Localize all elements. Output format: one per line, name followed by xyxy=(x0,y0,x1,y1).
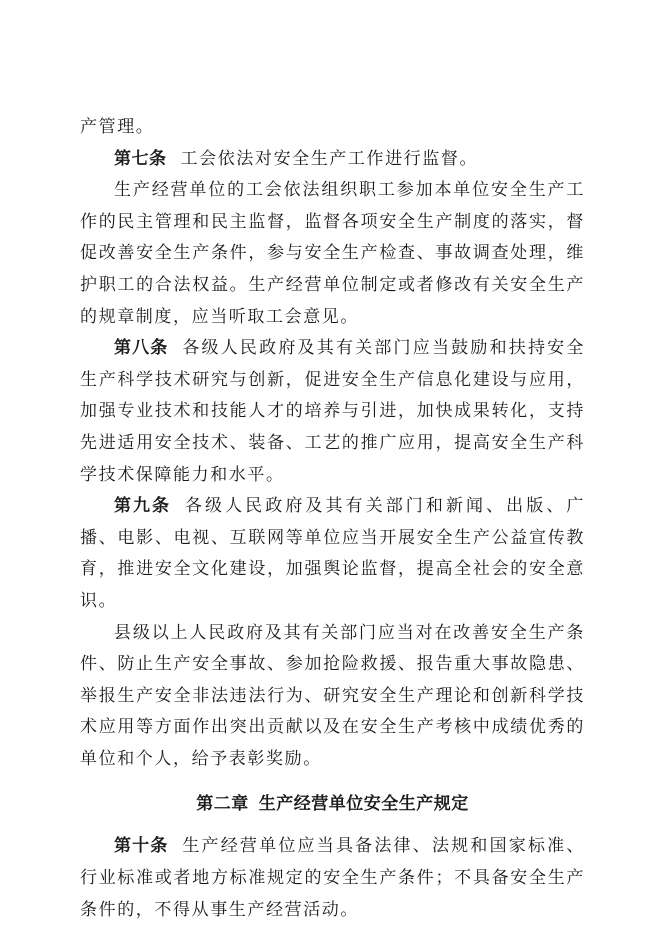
article-7-paragraph-2: 生产经营单位的工会依法组织职工参加本单位安全生产工作的民主管理和民主监督，监督各项安全生产制度的落实，督促改善安全生产条件，参与安全生产检查、事故调查处理，维护职工的合法权益。生产经营单位制定或者修改有关安全生产的规章制度，应当听取工会意见。 xyxy=(80,180,585,327)
article-7-text: 工会依法对安全生产工作进行监督。 xyxy=(180,148,479,169)
article-8-heading: 第八条 xyxy=(114,338,169,359)
article-7-heading: 第七条 xyxy=(114,148,167,169)
chapter-2-number: 第二章 xyxy=(196,794,249,815)
article-7 xyxy=(80,144,585,176)
article-8-text: 各级人民政府及其有关部门应当鼓励和扶持安全生产科学技术研究与创新，促进安全生产信息化建设与应用，加强专业技术和技能人才的培养与引进，加快成果转化，支持先进适用安全技术、装备、工艺的推广应用，提高安全生产科学技术保障能力和水平。 xyxy=(80,338,585,485)
chapter-2-heading xyxy=(80,789,585,819)
article-10-heading: 第十条 xyxy=(114,836,169,857)
article-9-text: 各级人民政府及其有关部门和新闻、出版、广播、电影、电视、互联网等单位应当开展安全生产公益宣传教育，推进安全文化建设，加强舆论监督，提高全社会的安全意识。 xyxy=(80,496,586,611)
article-9-heading: 第九条 xyxy=(114,496,171,517)
paragraph-continuation: 产管理。 xyxy=(80,117,155,137)
chapter-2-title: 生产经营单位安全生产规定 xyxy=(258,794,469,815)
article-10 xyxy=(80,831,585,926)
document-body xyxy=(80,112,585,926)
article-8 xyxy=(80,333,585,491)
article-9-paragraph-2: 县级以上人民政府及其有关部门应当对在改善安全生产条件、防止生产安全事故、参加抢险救援、报告重大事故隐患、举报生产安全非法违法行为、研究安全生产理论和创新科学技术应用等方面作出突出贡献以及在安全生产考核中成绩优秀的单位和个人，给予表彰奖励。 xyxy=(80,622,585,769)
article-10-text: 生产经营单位应当具备法律、法规和国家标准、行业标准或者地方标准规定的安全生产条件；不具备安全生产条件的，不得从事生产经营活动。 xyxy=(80,836,585,920)
article-9 xyxy=(80,491,585,617)
